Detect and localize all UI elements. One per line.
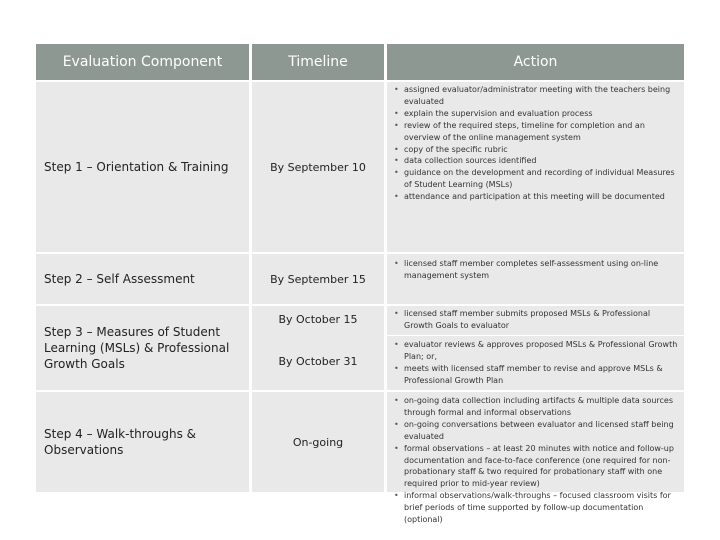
list-item: • attendance and participation at this meeting will be documented bbox=[393, 191, 678, 203]
step-4-label: Step 4 – Walk-throughs & Observations bbox=[44, 427, 197, 457]
header-action: Action bbox=[387, 44, 684, 80]
list-item: • guidance on the development and recording of individual Measures of Student Learning (MSLs) bbox=[393, 167, 678, 191]
step-3-cell bbox=[36, 306, 249, 390]
step-4-cell bbox=[36, 392, 249, 492]
step-1-timeline: By September 10 bbox=[252, 82, 384, 252]
step-2-cell bbox=[36, 254, 249, 304]
list-item: • review of the required steps, timeline for completion and an overview of the online management system bbox=[393, 120, 678, 144]
list-item: • on-going conversations between evaluator and licensed staff being evaluated bbox=[393, 419, 678, 443]
list-item: • assigned evaluator/administrator meeting with the teachers being evaluated bbox=[393, 84, 678, 108]
list-item: • licensed staff member submits proposed MSLs & Professional Growth Goals to evaluator bbox=[393, 308, 678, 332]
list-item: • explain the supervision and evaluation process bbox=[393, 108, 678, 120]
list-item: • licensed staff member completes self-assessment using on-line management system bbox=[393, 258, 678, 282]
header-timeline: Timeline bbox=[252, 44, 384, 80]
step-2-actions bbox=[387, 254, 684, 304]
step-2-timeline: By September 15 bbox=[252, 254, 384, 304]
step-2-label: Step 2 – Self Assessment bbox=[44, 272, 195, 286]
list-item: • on-going data collection including artifacts & multiple data sources through formal and informal observations bbox=[393, 395, 678, 419]
list-item: • copy of the specific rubric bbox=[393, 144, 678, 156]
step-1-cell bbox=[36, 82, 249, 252]
step-4-actions bbox=[387, 392, 684, 525]
step-1-actions bbox=[387, 82, 684, 252]
list-item: • data collection sources identified bbox=[393, 155, 678, 167]
list-item: • evaluator reviews & approves proposed MSLs & Professional Growth Plan; or, bbox=[393, 339, 678, 363]
list-item: • informal observations/walk-throughs – focused classroom visits for brief periods of time supported by follow-up documentation (optional) bbox=[393, 490, 678, 526]
list-item: • formal observations – at least 20 minutes with notice and follow-up documentation and face-to-face conference (one required for non-probationary staff & two required for probationary staff with one required prior to mid-year review) bbox=[393, 443, 678, 491]
list-item: • meets with licensed staff member to revise and approve MSLs & Professional Growth Plan bbox=[393, 363, 678, 387]
step-4-timeline: On-going bbox=[252, 392, 384, 492]
step-3-label: Step 3 – Measures of Student Learning (MSLs) & Professional Growth Goals bbox=[44, 325, 230, 371]
step-3-timeline-a: By October 15 bbox=[252, 306, 384, 332]
step-1-label: Step 1 – Orientation & Training bbox=[44, 160, 229, 174]
evaluation-table bbox=[36, 44, 684, 525]
header-evaluation-component: Evaluation Component bbox=[36, 44, 249, 80]
step-3-timeline-b: By October 31 bbox=[252, 332, 384, 390]
step-3-actions-a bbox=[387, 306, 684, 335]
step-3-actions-b bbox=[387, 336, 684, 390]
